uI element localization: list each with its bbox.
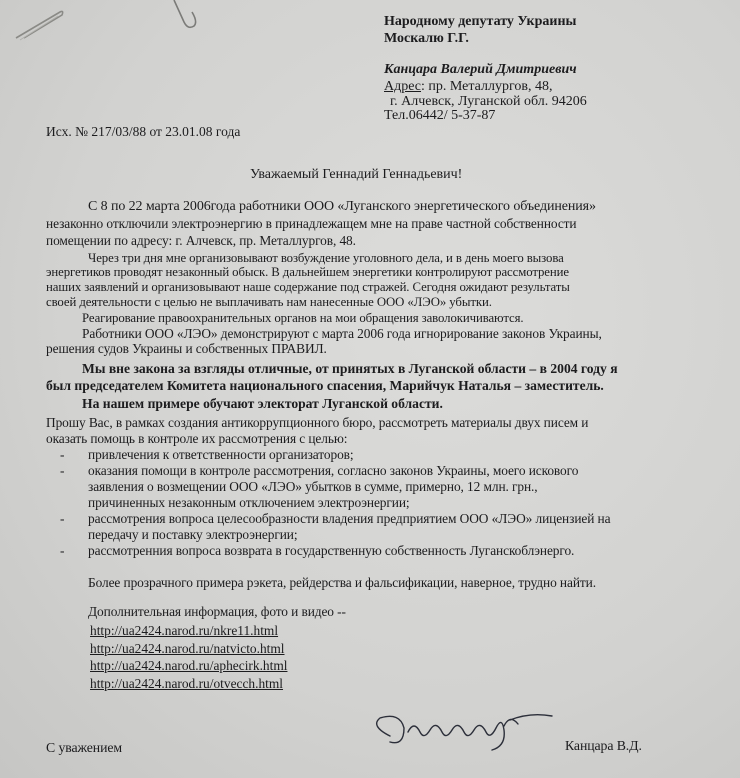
greeting: Уважаемый Геннадий Геннадьевич! [250,167,463,182]
paragraph-line: помещении по адресу: г. Алчевск, пр. Металлургов, 48. [46,233,356,248]
bold-statement-line: был председателем Комитета национального спасения, Марийчук Наталья – заместитель. [46,378,604,393]
sender-phone: Тел.06442/ 5-37-87 [384,108,496,123]
paragraph-line: Работники ООО «ЛЭО» демонстрируют с марта 2006 года игнорирование законов Украины, [82,326,602,341]
address-label: Адрес [384,79,422,94]
list-bullet: - [60,463,65,478]
reference-link[interactable]: http://ua2424.narod.ru/nkre11.html [90,623,279,638]
paragraph-line: наших заявлений и организовывают наше содержание под стражей. Сегодня ожидают результаты [46,280,570,294]
addressee-line-1: Народному депутату Украины [384,14,577,29]
additional-info: Дополнительная информация, фото и видео -- [88,604,346,619]
paragraph-line: незаконно отключили электроэнергию в принадлежащем мне на праве частной собственности [46,216,577,231]
signer-name: Канцара В.Д. [565,738,642,753]
list-bullet: - [60,543,65,558]
list-item: заявления о возмещении ООО «ЛЭО» убытков в сумме, примерно, 12 млн. грн., [88,479,538,494]
sender-address-2: г. Алчевск, Луганской обл. 94206 [390,94,587,109]
list-item: рассмотрения вопроса целесообразности владения предприятием ООО «ЛЭО» лицензией на [88,511,611,526]
list-bullet: - [60,511,65,526]
closing-remark: Более прозрачного примера рэкета, рейдерства и фальсификации, наверное, трудно найти. [88,575,596,590]
paragraph-line: своей деятельности с целью не выплачивать нам нанесенные ООО «ЛЭО» убытки. [46,295,492,309]
request-line: оказать помощь в контроле их рассмотрения с целью: [46,431,348,446]
staple-icon [170,0,200,40]
paragraph-line: С 8 по 22 марта 2006года работники ООО «Луганского энергетического объединения» [88,199,596,214]
list-item: передачу и поставку электроэнергии; [88,527,298,542]
sender-name: Канцара Валерий Дмитриевич [384,62,577,77]
reference-link[interactable]: http://ua2424.narod.ru/natvicto.html [90,641,285,656]
paragraph-line: решения судов Украины и собственных ПРАВИЛ. [46,341,327,356]
list-item: рассмотренния вопроса возврата в государственную собственность Луганскоблэнерго. [88,543,575,558]
address-value: : пр. Металлургов, 48, [421,79,553,94]
reference-link[interactable]: http://ua2424.narod.ru/aphecirk.html [90,658,288,673]
paragraph-line: энергетиков проводят незаконный обыск. В дальнейшем энергетики контролируют рассмотрение [46,265,569,279]
paragraph-line: Реагирование правоохранительных органов на мои обращения заволокичиваются. [82,311,524,325]
sign-off: С уважением [46,740,123,755]
reference-link[interactable]: http://ua2424.narod.ru/otvecch.html [90,676,284,691]
handwritten-signature [360,706,560,756]
list-item: оказания помощи в контроле рассмотрения, согласно законов Украины, моего искового [88,463,579,478]
list-bullet: - [60,447,65,462]
addressee-line-2: Москалю Г.Г. [384,31,469,46]
request-line: Прошу Вас, в рамках создания антикоррупционного бюро, рассмотреть материалы двух писем и [46,415,589,430]
list-item: причиненных незаконным отключением электроэнергии; [88,495,410,510]
sender-address-1 [384,79,552,95]
bold-statement-line: Мы вне закона за взгляды отличные, от принятых в Луганской области – в 2004 году я [82,361,618,376]
reference-number: Исх. № 217/03/88 от 23.01.08 года [46,124,241,139]
bold-statement-line: На нашем примере обучают электорат Луганской области. [82,396,443,411]
paragraph-line: Через три дня мне организовывают возбуждение уголовного дела, и в день моего вызова [88,251,564,265]
list-item: привлечения к ответственности организаторов; [88,447,354,462]
paper-clip-icon [14,8,66,42]
